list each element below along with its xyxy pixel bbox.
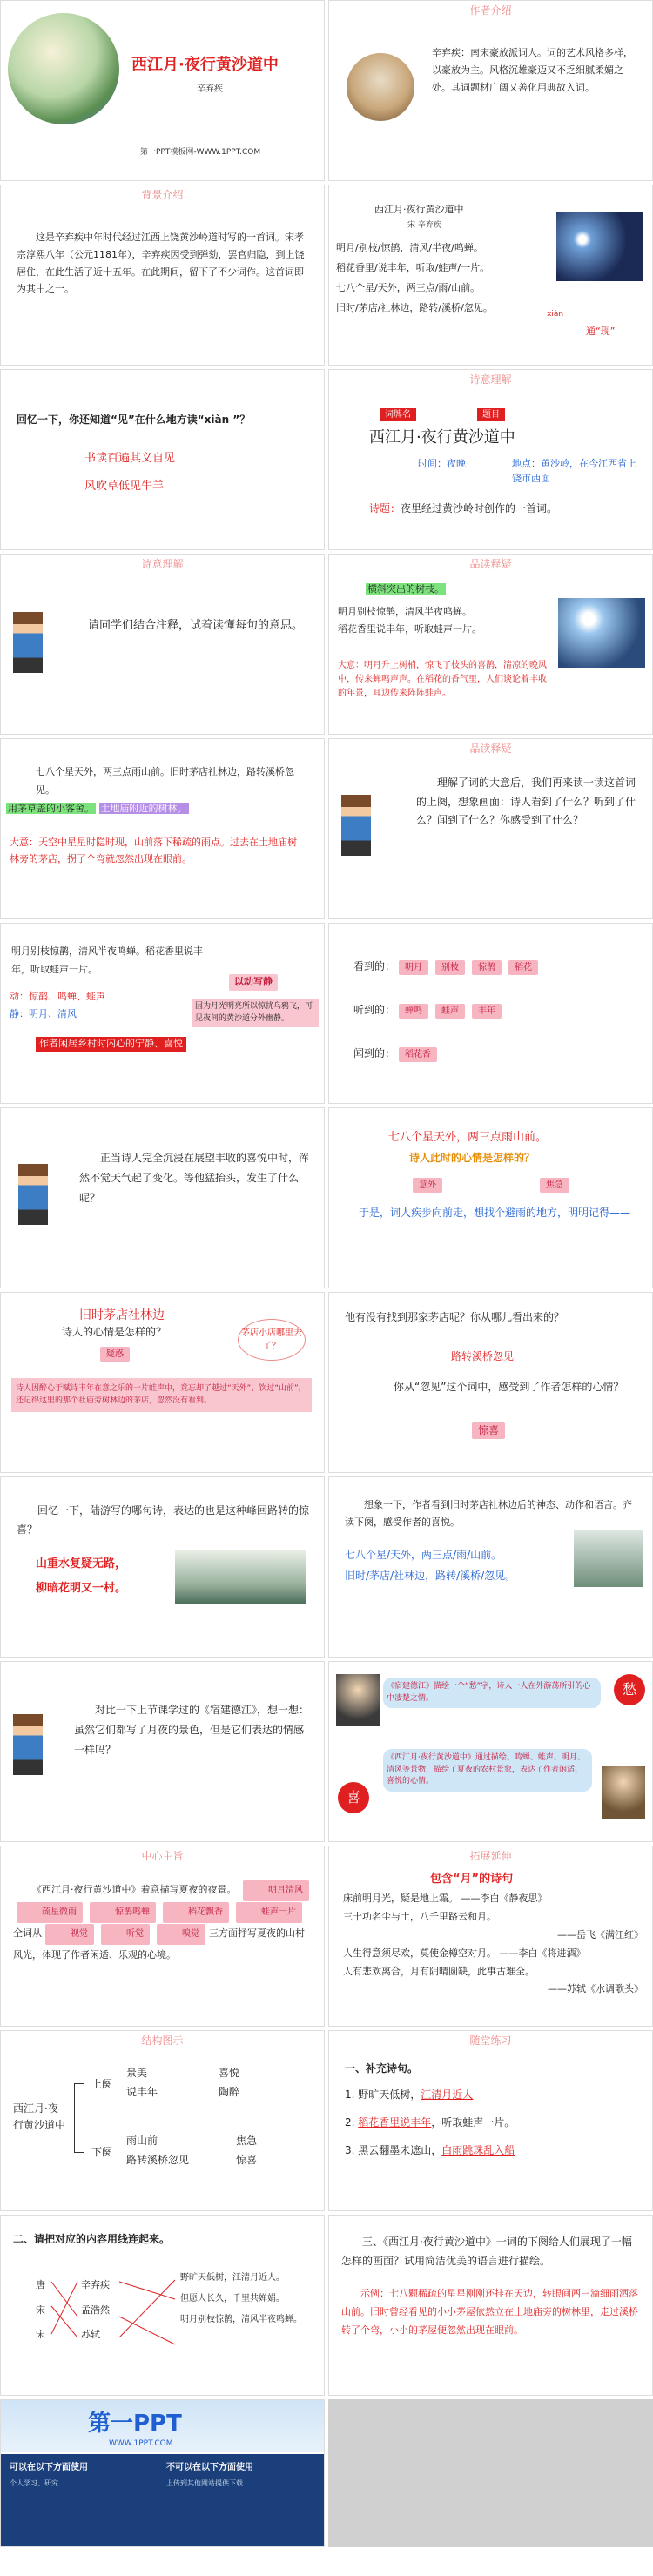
site-logo: 第一PPT (88, 2411, 182, 2437)
jing-list: 静：明月、清风 (10, 1008, 77, 1019)
poem-line: 七八个星/天外，两三点/雨/山前。 (345, 1549, 502, 1561)
slide-xian-question (0, 369, 325, 550)
slide-lower-explain (0, 738, 325, 919)
tag: 惊鹊鸣蝉 (90, 1902, 156, 1923)
slide-footer-ad (0, 2399, 325, 2547)
poet-figure-2 (602, 1766, 645, 1819)
slide-upper-explain (328, 554, 653, 735)
compare-box-1: 《宿建德江》描绘一个“愁”字，诗人一人在外游荡所引的心中凄楚之情。 (383, 1678, 601, 1708)
poem-line: 稻花香里说丰年，听取蛙声一片。 (338, 623, 481, 635)
tag: 稻花 (508, 960, 538, 975)
time-label: 时间：夜晚 (418, 458, 466, 469)
match-right: 野旷天低树，江清月近人。 但愿人长久，千里共婵娟。 明月别枝惊鹊，清风半夜鸣蝉。 (180, 2273, 302, 2324)
slide-blank (328, 2399, 653, 2547)
answer-2: 风吹草低见牛羊 (84, 480, 165, 493)
slide-dong-jing (0, 923, 325, 1104)
question-text: 回忆一下，你还知道“见”在什么地方读“xiàn ”？ (17, 414, 251, 426)
badge-chou: 愁 (614, 1674, 645, 1705)
slide-author-intro (328, 0, 653, 181)
exercise-answer: 示例：七八颗稀疏的星星刚刚还挂在天边，转眼间两三滴细雨洒落山前。旧时曾经看见的小小茅屋依然立在土地庙旁的树林里，走过溪桥转了个弯，小小的茅屋便忽然出现在眼前。 (341, 2288, 638, 2336)
slide-weather-change (0, 1107, 325, 1288)
poem-title-large: 西江月·夜行黄沙道中 (369, 428, 515, 447)
continuation-text: 于是，词人疾步向前走，想找个避雨的地方，明明记得—— (359, 1207, 631, 1219)
compare-box-2: 《西江月·夜行黄沙道中》通过描绘、鸣蝉、蛙声、明月、清风等景物，描绘了夏夜的农村景象，表达了作者闲适、喜悦的心情。 (383, 1749, 592, 1792)
structure-root: 西江月·夜行黄沙道中 (13, 2102, 66, 2132)
transition-text: 正当诗人完全沉浸在展望丰收的喜悦中时，浑然不觉天气起了变化。等他猛抬头，发生了什么呢？ (79, 1152, 310, 1204)
cover-author: 辛弃疾 (197, 84, 223, 94)
usage-allowed-heading: 可以在以下方面使用 (10, 2463, 88, 2472)
poem-line: 路转溪桥忽见 (451, 1350, 515, 1362)
imagine-text: 理解了词的大意后，我们再来读一读这首词的上阕，想象画面：诗人看到了什么？听到了什么？闻到了什么？你感受到了什么？ (416, 777, 636, 827)
slide-cover (0, 0, 325, 181)
slide-mood-surprise (328, 1107, 653, 1288)
place-label: 地点：黄沙岭，在今江西省上饶市西面 (512, 458, 636, 484)
badge-xi: 喜 (338, 1782, 369, 1813)
instruction-text: 请同学们结合注释，试着读懂每句的意思。 (88, 619, 304, 632)
tag: 稻花香 (399, 1047, 437, 1062)
up-items: 景美 说丰年 (126, 2067, 158, 2098)
note-bie-zhi: 横斜突出的树枝。 (367, 583, 444, 595)
exercise-item-2: 2. 稻花香里说丰年，听取蛙声一片。 (345, 2116, 515, 2129)
exercise-item-1: 1. 野旷天低树，江清月近人 (345, 2088, 474, 2101)
mood-tag-yihuo: 疑惑 (100, 1347, 130, 1362)
slide-exercise-1 (328, 2030, 653, 2211)
poet-figure (336, 1674, 380, 1726)
author-portrait (347, 53, 414, 121)
slide-heading: 品读释疑 (469, 743, 512, 755)
slide-lu-you (0, 1476, 325, 1658)
slide-heading: 诗意理解 (469, 373, 512, 386)
verse-1: 山重水复疑无路， (36, 1557, 127, 1570)
senses-heard: 听到的： 蝉鸣 蛙声 丰年 (353, 1002, 505, 1019)
slide-heading: 作者介绍 (469, 4, 512, 17)
slide-read-lower (328, 1476, 653, 1658)
poem-line: 明月别枝惊鹊，清风半夜鸣蝉。 (338, 606, 472, 617)
teacher-figure (13, 612, 43, 673)
cover-footer: 第一PPT模板网-WWW.1PPT.COM (140, 148, 261, 157)
slide-compare (0, 1661, 325, 1842)
tag: 稻花飘香 (163, 1902, 229, 1923)
technique-box: 以动写静 (229, 974, 278, 991)
node-down: 下阕 (91, 2146, 113, 2158)
thought-bubble: 茅店小店哪里去了？ (238, 1319, 306, 1361)
extension-title: 包含“月”的诗句 (430, 1873, 514, 1886)
down-moods: 焦急 惊喜 (236, 2135, 258, 2166)
cipai-tag: 词牌名 (380, 408, 416, 421)
tag: 别枝 (435, 960, 465, 975)
slide-exercise-3 (328, 2215, 653, 2396)
note-mao-dian: 用茅草盖的小客舍。 (8, 803, 94, 814)
landscape-painting (175, 1550, 306, 1604)
summary-banner: 作者闲居乡村时内心的宁静、喜悦 (36, 1037, 186, 1052)
slide-read-annotations (0, 554, 325, 735)
senses-seen: 看到的： 明月 别枝 惊鹊 稻花 (353, 958, 542, 975)
poem-lines (336, 238, 493, 318)
title-meaning: 诗题：夜里经过黄沙岭时创作的一首词。 (369, 502, 558, 515)
slide-imagine (328, 738, 653, 919)
teacher-figure (341, 795, 371, 856)
poem-line: 旧时/茅店/社林边，路转/溪桥/忽见。 (336, 302, 493, 314)
tag: 疏星微雨 (17, 1902, 83, 1923)
down-items: 雨山前 路转溪桥忽见 (126, 2135, 190, 2166)
question-text: 回忆一下，陆游写的哪句诗，表达的也是这种峰回路转的惊喜？ (17, 1504, 310, 1536)
slide-poem-text (328, 185, 653, 366)
main-idea-text: 《西江月·夜行黄沙道中》着意描写夏夜的夜景。 明月清风疏星微雨 惊鹊鸣蝉 稻花飘香 蛙声一片 全词从 视觉 听觉 嗅觉 三方面抒写夏夜的山村风光，体现了作者闲适、乐观的心境。 (13, 1880, 313, 1966)
teacher-figure (13, 1714, 43, 1775)
match-left: 唐 宋 宋 (36, 2279, 45, 2341)
slide-heading: 品读释疑 (469, 558, 512, 570)
slide-heading: 诗意理解 (141, 558, 184, 570)
exercise-question: 三、《西江月·夜行黄沙道中》一词的下阕给人们展现了一幅怎样的画面？试用简洁优美的语言进行描绘。 (341, 2236, 632, 2267)
exercise-question: 一、补充诗句。 (345, 2062, 419, 2075)
node-up: 上阕 (91, 2078, 113, 2090)
teacher-figure (18, 1164, 48, 1225)
pinyin-note: xiàn (547, 310, 564, 319)
slide-background (0, 185, 325, 366)
landscape-circle-image (8, 13, 119, 124)
slide-heading: 拓展延伸 (469, 1850, 512, 1862)
instruction-text: 想象一下，作者看到旧时茅店社林边后的神态、动作和语言。齐读下阕，感受作者的喜悦。 (345, 1499, 632, 1528)
senses-smelled: 闻到的： 稻花香 (353, 1046, 441, 1062)
meaning-text: 大意：明月升上树梢，惊飞了枝头的喜鹊，清凉的晚风中，传来蝉鸣声声。在稻花的香气里，人们谈论着丰收的年景，耳边传来阵阵蛙声。 (338, 661, 547, 698)
match-mid: 辛弃疾 孟浩然 苏轼 (81, 2279, 110, 2341)
tag: 惊鹊 (472, 960, 502, 975)
note-she-lin: 土地庙附近的树林。 (100, 803, 187, 814)
technique-reason: 因为月光明亮所以惊扰乌鸦飞，可见夜间的黄沙道分外幽静。 (192, 999, 319, 1027)
slide-heading: 中心主旨 (141, 1850, 184, 1862)
moon-image (558, 598, 645, 668)
night-image (556, 212, 643, 281)
poem-line: 七八个星天外，两三点雨山前。旧时茅店社林边，路转溪桥忽见。 (36, 766, 294, 796)
author-text: 辛弃疾：南宋豪放派词人。词的艺术风格多样，以豪放为主。风格沉雄豪迈又不乏细腻柔媚之处。其词题材广阔又善化用典故入词。 (432, 47, 633, 93)
poem-line: 七八个星天外，两三点雨山前。 (388, 1131, 548, 1144)
background-text: 这是辛弃疾中年时代经过江西上饶黄沙岭道时写的一首词。宋孝宗淳熙八年（公元1181年），辛弃疾因受到弹劾，罢官归隐，到上饶居住，在此生活了近十五年。在此期间，留下了不少词作。这首词即为其中之一。 (17, 232, 305, 295)
bracket (74, 2083, 84, 2153)
poem-title: 西江月·夜行黄沙道中 (374, 204, 464, 215)
topic-tag: 题目 (477, 408, 505, 421)
tag: 听觉 (101, 1924, 150, 1945)
explanation-box: 诗人因醉心于赋诗丰年在意之乐的一片蛙声中，竟忘却了越过“天外”、饮过“山前”，还记得这里的那个社庙旁树林边的茅店，忽然没有看到。 (11, 1378, 312, 1412)
mood-tag-jingxi: 惊喜 (472, 1422, 505, 1439)
slide-doubt (0, 1292, 325, 1473)
slide-extension (328, 1846, 653, 2027)
slide-main-idea (0, 1846, 325, 2027)
tag: 蝉鸣 (399, 1004, 428, 1019)
cover-title: 西江月·夜行黄沙道中 (131, 56, 279, 74)
tag: 明月清风 (243, 1880, 309, 1901)
slide-exercise-2 (0, 2215, 325, 2396)
slide-heading: 随堂练习 (469, 2035, 512, 2047)
poem-author: 宋 辛弃疾 (407, 221, 441, 230)
slide-structure (0, 2030, 325, 2211)
tag: 明月 (399, 960, 428, 975)
poem-line: 明月别枝惊鹊，清风半夜鸣蝉。稻花香里说丰年，听取蛙声一片。 (11, 945, 203, 975)
cottage-image (574, 1530, 643, 1587)
poem-line: 旧时/茅店/社林边，路转/溪桥/忽见。 (345, 1570, 516, 1582)
compare-text: 对比一下上节课学过的《宿建德江》，想一想：虽然它们都写了月夜的景色，但是它们表达的情感一样吗？ (74, 1704, 310, 1756)
verse-2: 柳暗花明又一村。 (36, 1582, 127, 1595)
mood-question: 诗人的心情是怎样的？ (62, 1326, 167, 1338)
usage-forbidden-heading: 不可以在以下方面使用 (166, 2463, 253, 2472)
dong-list: 动：惊鹊、鸣蝉、蛙声 (10, 991, 105, 1002)
moon-verses: 床前明月光，疑是地上霜。 ——李白《静夜思》 三十功名尘与土，八千里路云和月。 ——岳飞《满江红》 人生得意须尽欢，莫使金樽空对月。 ——李白《将进酒》 人有悲欢离合，月有阴晴圆缺，此事古难全。 ——苏轼《水调歌头》 (343, 1893, 643, 1995)
slide-title-meaning (328, 369, 653, 550)
poem-line: 稻花香里/说丰年，听取/蛙声/一片。 (336, 262, 490, 274)
tag: 丰年 (472, 1004, 502, 1019)
tag: 蛙声 (435, 1004, 465, 1019)
slide-contrast (328, 1661, 653, 1842)
mood-question: 诗人此时的心情是怎样的？ (409, 1152, 535, 1164)
meaning-text: 大意：天空中星星时隐时现，山前落下稀疏的雨点。过去在土地庙树林旁的茅店，拐了个弯就忽然出现在眼前。 (10, 837, 297, 864)
slide-found (328, 1292, 653, 1473)
slide-senses (328, 923, 653, 1104)
tag: 视觉 (45, 1924, 94, 1945)
up-moods: 喜悦 陶醉 (219, 2067, 240, 2098)
usage-allowed-item: 个人学习、研究 (10, 2479, 58, 2487)
poem-line: 明月/别枝/惊鹊，清风/半夜/鸣蝉。 (336, 242, 483, 253)
mood-tag-yiwai: 意外 (413, 1178, 442, 1193)
slide-heading: 结构图示 (141, 2035, 184, 2047)
question-1: 他有没有找到那家茅店呢？你从哪儿看出来的？ (345, 1311, 565, 1323)
usage-forbidden-item: 上传到其他网站提供下载 (166, 2479, 243, 2487)
tag: 蛙声一片 (236, 1902, 302, 1923)
slide-heading: 旧时茅店社林边 (79, 1308, 165, 1322)
poem-line: 七八个星/天外，两三点/雨/山前。 (336, 282, 481, 294)
mood-tag-jiaoji: 焦急 (540, 1178, 569, 1193)
slide-heading: 背景介绍 (141, 189, 184, 201)
answer-1: 书读百遍其义自见 (84, 452, 176, 465)
tag: 嗅觉 (157, 1924, 205, 1945)
exercise-item-3: 3. 黑云翻墨未遮山，白雨跳珠乱入船 (345, 2144, 515, 2156)
tong-note: 通“现” (586, 326, 616, 337)
exercise-question: 二、请把对应的内容用线连起来。 (13, 2233, 171, 2245)
site-url: WWW.1PPT.COM (109, 2439, 173, 2448)
question-2: 你从“忽见”这个词中，感受到了作者怎样的心情？ (394, 1381, 624, 1393)
